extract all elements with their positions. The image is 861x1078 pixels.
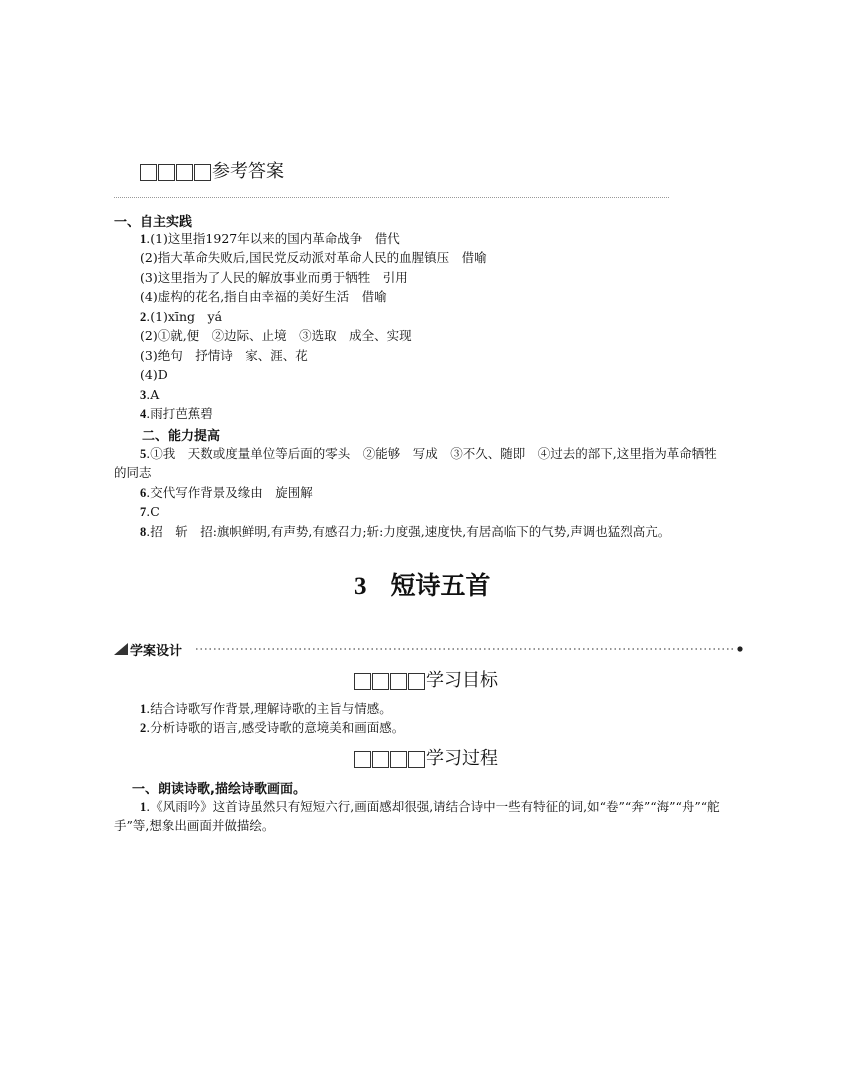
triangle-icon	[114, 643, 128, 655]
answer-line	[140, 231, 400, 247]
section-heading: 一、自主实践	[114, 215, 193, 230]
question-line	[140, 799, 720, 815]
answer-line	[140, 387, 159, 403]
answer-text: .(1)这里指1927年以来的国内革命战争 借代	[146, 231, 400, 246]
goal-text: .结合诗歌写作背景,理解诗歌的主旨与情感。	[146, 701, 392, 716]
answer-text: .①我 天数或度量单位等后面的零头 ②能够 写成 ③不久、随即 ④过去的部下,这里指为革命牺牲	[146, 446, 717, 461]
answer-line: (4)D	[140, 367, 168, 382]
question-text: .《风雨吟》这首诗虽然只有短短六行,画面感却很强,请结合诗中一些有特征的词,如“卷”“奔”“海”“舟”“舵	[146, 799, 720, 814]
goal-line	[140, 701, 392, 717]
answers-banner-title: 参考答案	[212, 161, 284, 182]
dotted-rule	[196, 644, 744, 654]
answer-text: .(1)xīng yá	[146, 309, 223, 324]
answer-line: (3)绝句 抒情诗 家、涯、花	[140, 348, 308, 363]
answer-line: (4)虚构的花名,指自由幸福的美好生活 借喻	[140, 289, 387, 304]
answer-line: (2)指大革命失败后,国民党反动派对革命人民的血腥镇压 借喻	[140, 250, 487, 265]
lesson-title-text: 短诗五首	[390, 571, 491, 600]
design-strip	[114, 641, 746, 657]
question-line: 手”等,想象出画面并做描绘。	[114, 818, 275, 833]
item-number: 1	[140, 232, 147, 246]
answer-line	[140, 309, 222, 325]
answer-text: .C	[146, 504, 160, 519]
item-number: 7	[140, 505, 147, 519]
answer-line	[140, 504, 160, 520]
answer-line: 的同志	[114, 465, 152, 480]
item-number: 1	[140, 702, 147, 716]
answer-line: (3)这里指为了人民的解放事业而勇于牺牲 引用	[140, 270, 408, 285]
item-number: 3	[140, 388, 147, 402]
section-heading: 一、朗读诗歌,描绘诗歌画面。	[132, 782, 306, 797]
banner-boxes-icon	[140, 164, 212, 181]
divider	[114, 197, 669, 198]
design-label: 学案设计	[130, 644, 183, 659]
goal-line	[140, 720, 404, 736]
goals-banner	[354, 666, 498, 692]
item-number: 2	[140, 310, 147, 324]
item-number: 4	[140, 407, 147, 421]
goals-banner-title: 学习目标	[426, 670, 498, 691]
item-number: 6	[140, 486, 147, 500]
section-heading: 二、能力提高	[142, 429, 221, 444]
banner-boxes-icon	[354, 673, 426, 690]
item-number: 1	[140, 800, 147, 814]
process-banner-title: 学习过程	[426, 748, 498, 769]
answers-banner	[140, 157, 284, 183]
answer-text: .A	[146, 387, 160, 402]
goal-text: .分析诗歌的语言,感受诗歌的意境美和画面感。	[146, 720, 405, 735]
lesson-title	[354, 566, 491, 602]
answer-line	[140, 485, 313, 501]
process-banner	[354, 744, 498, 770]
answer-line: (2)①就,便 ②边际、止境 ③选取 成全、实现	[140, 328, 412, 343]
answer-line	[140, 446, 717, 462]
answer-line	[140, 524, 670, 540]
lesson-number: 3	[354, 573, 367, 600]
answer-text: .招 斩 招:旗帜鲜明,有声势,有感召力;斩:力度强,速度快,有居高临下的气势,声调也猛烈高亢。	[146, 524, 671, 539]
item-number: 5	[140, 447, 147, 461]
item-number: 2	[140, 721, 147, 735]
banner-boxes-icon	[354, 751, 426, 768]
answer-text: .雨打芭蕉碧	[146, 406, 213, 421]
item-number: 8	[140, 525, 147, 539]
answer-text: .交代写作背景及缘由 旋围解	[146, 485, 313, 500]
answer-line	[140, 406, 213, 422]
